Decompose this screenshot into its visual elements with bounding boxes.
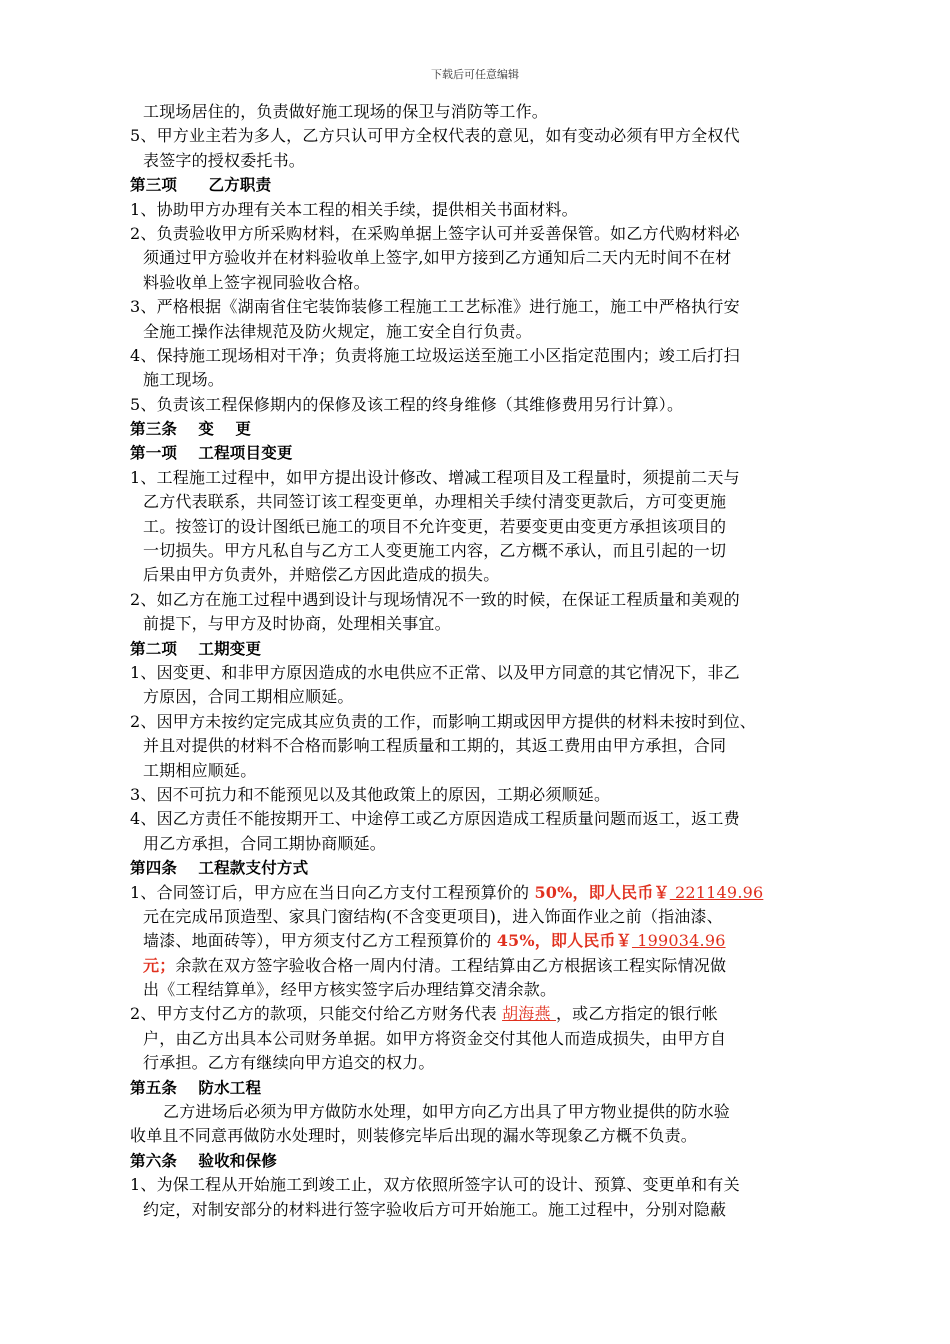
text-segment: 须通过甲方验收并在材料验收单上签字,如甲方接到乙方通知后二天内无时间不在材 — [143, 248, 732, 268]
text-segment: 5、负责该工程保修期内的保修及该工程的终身维修（其维修费用另行计算）。 — [130, 394, 684, 414]
text-line — [130, 149, 850, 173]
text-segment: 前提下，与甲方及时协商，处理相关事宜。 — [143, 614, 451, 634]
text-segment: 2、甲方支付乙方的款项，只能交付给乙方财务代表 — [130, 1004, 503, 1024]
text-line — [130, 1027, 850, 1051]
text-line — [130, 539, 850, 563]
text-line — [130, 832, 850, 856]
text-segment: 第三项 乙方职责 — [130, 176, 272, 195]
text-line — [130, 124, 850, 148]
text-line — [130, 271, 850, 295]
text-segment: 乙方进场后必须为甲方做防水处理，如甲方向乙方出具了甲方物业提供的防水验 — [163, 1102, 731, 1122]
text-segment: 用乙方承担，合同工期协商顺延。 — [143, 833, 387, 853]
text-segment: 约定，对制安部分的材料进行签字验收后方可开始施工。施工过程中，分别对隐蔽 — [143, 1199, 727, 1219]
text-segment: 2、负责验收甲方所采购材料，在采购单据上签字认可并妥善保管。如乙方代购材料必 — [130, 223, 740, 243]
page-header: 下载后可任意编辑 — [431, 68, 519, 81]
text-segment: 方原因，合同工期相应顺延。 — [143, 687, 354, 707]
text-segment: ，或乙方指定的银行帐 — [555, 1004, 718, 1024]
text-line — [130, 344, 850, 368]
text-segment: 乙方代表联系，共同签订该工程变更单，办理相关手续付清变更款后，方可变更施 — [143, 492, 727, 512]
section-heading — [130, 417, 850, 441]
text-line — [130, 466, 850, 490]
text-segment: 5、甲方业主若为多人，乙方只认可甲方全权代表的意见，如有变动必须有甲方全权代 — [130, 126, 740, 146]
text-segment: 工现场居住的，负责做好施工现场的保卫与消防等工作。 — [143, 102, 549, 121]
text-segment: 户，由乙方出具本公司财务单据。如甲方将资金交付其他人而造成损失，由甲方自 — [143, 1028, 727, 1048]
text-line — [130, 1124, 850, 1148]
section-heading — [130, 1076, 850, 1100]
text-segment: 3、因不可抗力和不能预见以及其他政策上的原因，工期必须顺延。 — [130, 784, 611, 804]
text-line — [130, 1100, 850, 1124]
text-segment: 1、合同签订后，甲方应在当日向乙方支付工程预算价的 — [130, 882, 535, 902]
section-heading — [130, 173, 850, 197]
section-heading — [130, 856, 850, 880]
text-line — [130, 393, 850, 417]
text-line — [130, 100, 850, 124]
text-segment: 墙漆、地面砖等），甲方须支付乙方工程预算价的 — [143, 931, 497, 951]
document-body — [130, 100, 850, 1222]
text-segment: 2、如乙方在施工过程中遇到设计与现场情况不一致的时候，在保证工程质量和美观的 — [130, 589, 740, 609]
highlighted-text: 199034.96 — [631, 931, 726, 951]
text-line — [130, 881, 850, 905]
text-line — [130, 783, 850, 807]
section-heading — [130, 1149, 850, 1173]
text-segment: 一切损失。甲方凡私自与乙方工人变更施工内容，乙方概不承认，而且引起的一切 — [143, 541, 727, 561]
text-line — [130, 612, 850, 636]
text-segment: 料验收单上签字视同验收合格。 — [143, 272, 370, 292]
text-segment: 后果由甲方负责外，并赔偿乙方因此造成的损失。 — [143, 565, 500, 585]
text-line — [130, 710, 850, 734]
text-segment: 4、因乙方责任不能按期开工、中途停工或乙方原因造成工程质量问题而返工，返工费 — [130, 809, 740, 829]
text-line — [130, 320, 850, 344]
highlighted-text: 元； — [143, 955, 176, 975]
text-line — [130, 685, 850, 709]
text-segment: 1、因变更、和非甲方原因造成的水电供应不正常、以及甲方同意的其它情况下，非乙 — [130, 662, 740, 682]
text-line — [130, 905, 850, 929]
text-line — [130, 759, 850, 783]
text-segment: 第六条 验收和保修 — [130, 1151, 277, 1170]
text-segment: 施工现场。 — [143, 370, 225, 390]
text-line — [130, 661, 850, 685]
highlighted-text: 50%，即人民币￥ — [534, 882, 670, 902]
text-line — [130, 246, 850, 270]
section-heading — [130, 441, 850, 465]
text-line — [130, 1051, 850, 1075]
text-line — [130, 198, 850, 222]
text-line — [130, 1173, 850, 1197]
text-line — [130, 490, 850, 514]
text-segment: 第三条 变 更 — [130, 420, 252, 439]
highlighted-text: 胡海燕 — [502, 1004, 556, 1024]
text-segment: 3、严格根据《湖南省住宅装饰装修工程施工工艺标准》进行施工，施工中严格执行安 — [130, 297, 740, 317]
text-segment: 行承担。乙方有继续向甲方追交的权力。 — [143, 1053, 435, 1073]
text-line — [130, 515, 850, 539]
text-segment: 第五条 防水工程 — [130, 1078, 262, 1097]
text-segment: 1、工程施工过程中，如甲方提出设计修改、增减工程项目及工程量时，须提前二天与 — [130, 467, 740, 487]
text-segment: 1、协助甲方办理有关本工程的相关手续，提供相关书面材料。 — [130, 199, 578, 219]
text-segment: 出《工程结算单》，经甲方核实签字后办理结算交清余款。 — [143, 980, 557, 1000]
text-segment: 第一项 工程项目变更 — [130, 444, 293, 463]
text-line — [130, 588, 850, 612]
text-line — [130, 563, 850, 587]
text-segment: 表签字的授权委托书。 — [143, 150, 306, 170]
text-segment: 第二项 工期变更 — [130, 639, 262, 658]
text-segment: 4、保持施工现场相对干净；负责将施工垃圾运送至施工小区指定范围内；竣工后打扫 — [130, 345, 740, 365]
text-segment: 1、为保工程从开始施工到竣工止，双方依照所签字认可的设计、预算、变更单和有关 — [130, 1175, 740, 1195]
text-line — [130, 978, 850, 1002]
text-line — [130, 734, 850, 758]
text-line — [130, 954, 850, 978]
text-segment: 2、因甲方未按约定完成其应负责的工作，而影响工期或因甲方提供的材料未按时到位、 — [130, 711, 756, 731]
text-line — [130, 1198, 850, 1222]
text-line — [130, 807, 850, 831]
text-line — [130, 1002, 850, 1026]
highlighted-text: 45%，即人民币￥ — [496, 931, 632, 951]
text-line — [130, 222, 850, 246]
text-segment: 元在完成吊顶造型、家具门窗结构(不含变更项目)，进入饰面作业之前（指油漆、 — [143, 906, 723, 926]
text-segment: 收单且不同意再做防水处理时，则装修完毕后出现的漏水等现象乙方概不负责。 — [130, 1126, 698, 1146]
text-line — [130, 295, 850, 319]
text-segment: 工。按签订的设计图纸已施工的项目不允许变更，若要变更由变更方承担该项目的 — [143, 516, 727, 536]
text-segment: 全施工操作法律规范及防火规定，施工安全自行负责。 — [143, 321, 532, 341]
text-segment: 第四条 工程款支付方式 — [130, 859, 309, 878]
text-segment: 并且对提供的材料不合格而影响工程质量和工期的，其返工费用由甲方承担，合同 — [143, 736, 727, 756]
text-line — [130, 368, 850, 392]
highlighted-text: 221149.96 — [669, 882, 764, 902]
text-line — [130, 929, 850, 953]
text-segment: 余款在双方签字验收合格一周内付清。工程结算由乙方根据该工程实际情况做 — [175, 955, 727, 975]
text-segment: 工期相应顺延。 — [143, 760, 257, 780]
section-heading — [130, 637, 850, 661]
